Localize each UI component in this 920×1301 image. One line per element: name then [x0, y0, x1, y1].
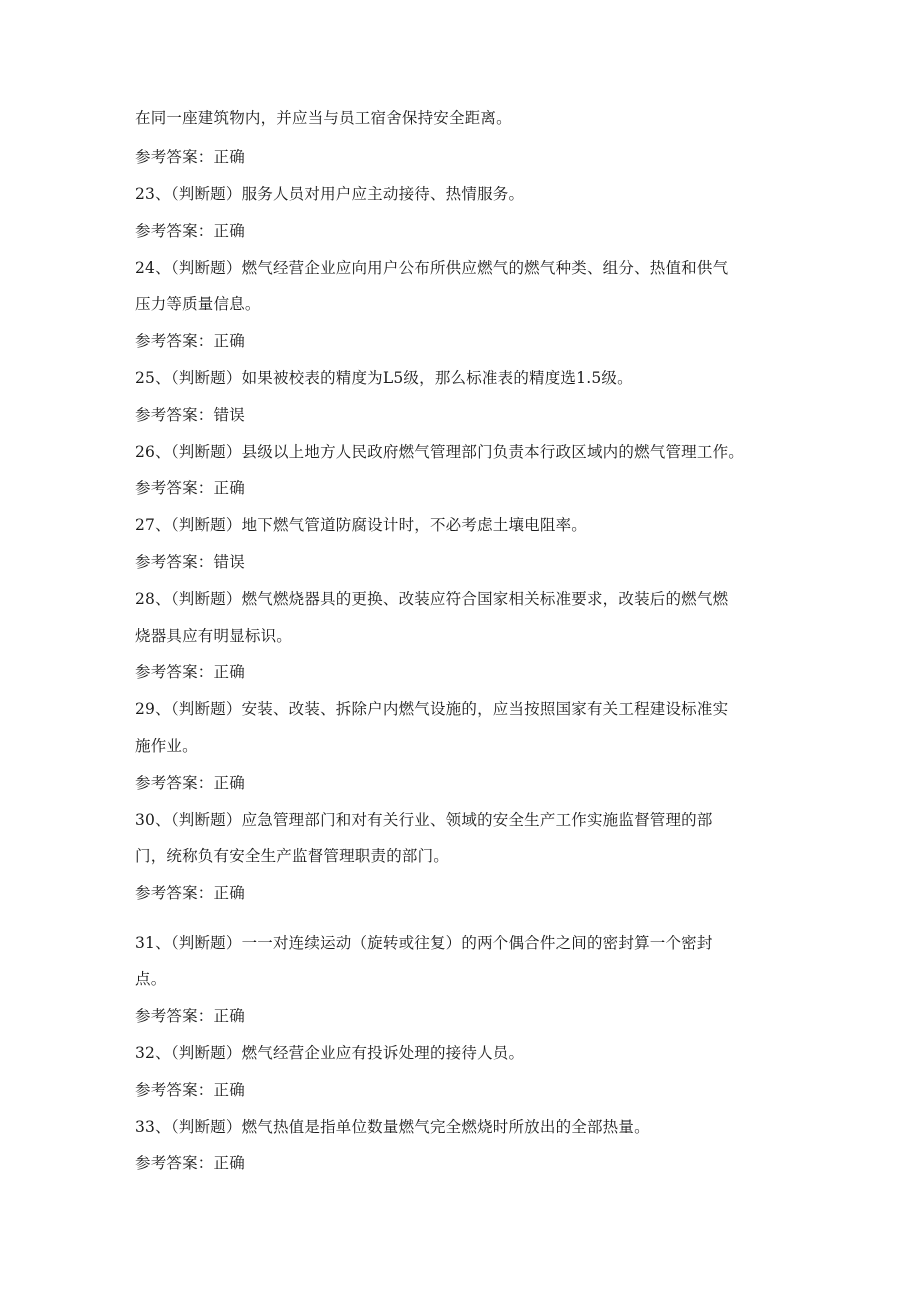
question-line: 25、（判断题）如果被校表的精度为L5级，那么标准表的精度选1.5级。	[135, 369, 633, 387]
text-line: 在同一座建筑物内，并应当与员工宿舍保持安全距离。	[135, 109, 512, 127]
question-line: 24、（判断题）燃气经营企业应向用户公布所供应燃气的燃气种类、组分、热值和供气	[135, 259, 729, 277]
question-continuation-line: 烧器具应有明显标识。	[135, 627, 293, 645]
answer-line: 参考答案：错误	[135, 553, 245, 571]
question-line: 30、（判断题）应急管理部门和对有关行业、领域的安全生产工作实施监督管理的部	[135, 811, 713, 829]
question-continuation-line: 点。	[135, 970, 167, 988]
answer-line: 参考答案：正确	[135, 479, 245, 497]
question-continuation-line: 门，统称负有安全生产监督管理职责的部门。	[135, 847, 450, 865]
answer-line: 参考答案：正确	[135, 222, 245, 240]
answer-line: 参考答案：错误	[135, 406, 245, 424]
question-line: 26、（判断题）县级以上地方人民政府燃气管理部门负责本行政区域内的燃气管理工作。	[135, 443, 744, 461]
answer-line: 参考答案：正确	[135, 1154, 245, 1172]
answer-line: 参考答案：正确	[135, 1007, 245, 1025]
question-continuation-line: 压力等质量信息。	[135, 295, 261, 313]
answer-line: 参考答案：正确	[135, 148, 245, 166]
answer-line: 参考答案：正确	[135, 884, 245, 902]
question-continuation-line: 施作业。	[135, 737, 198, 755]
question-line: 28、（判断题）燃气燃烧器具的更换、改装应符合国家相关标准要求，改装后的燃气燃	[135, 590, 729, 608]
answer-line: 参考答案：正确	[135, 774, 245, 792]
answer-line: 参考答案：正确	[135, 1081, 245, 1099]
answer-line: 参考答案：正确	[135, 663, 245, 681]
question-line: 31、（判断题）一一对连续运动（旋转或往复）的两个偶合件之间的密封算一个密封	[135, 934, 713, 952]
answer-line: 参考答案：正确	[135, 332, 245, 350]
question-line: 29、（判断题）安装、改装、拆除户内燃气设施的，应当按照国家有关工程建设标准实	[135, 700, 729, 718]
question-line: 27、（判断题）地下燃气管道防腐设计时，不必考虑土壤电阻率。	[135, 516, 587, 534]
question-line: 23、（判断题）服务人员对用户应主动接待、热情服务。	[135, 185, 525, 203]
question-line: 33、（判断题）燃气热值是指单位数量燃气完全燃烧时所放出的全部热量。	[135, 1118, 650, 1136]
question-line: 32、（判断题）燃气经营企业应有投诉处理的接待人员。	[135, 1044, 525, 1062]
